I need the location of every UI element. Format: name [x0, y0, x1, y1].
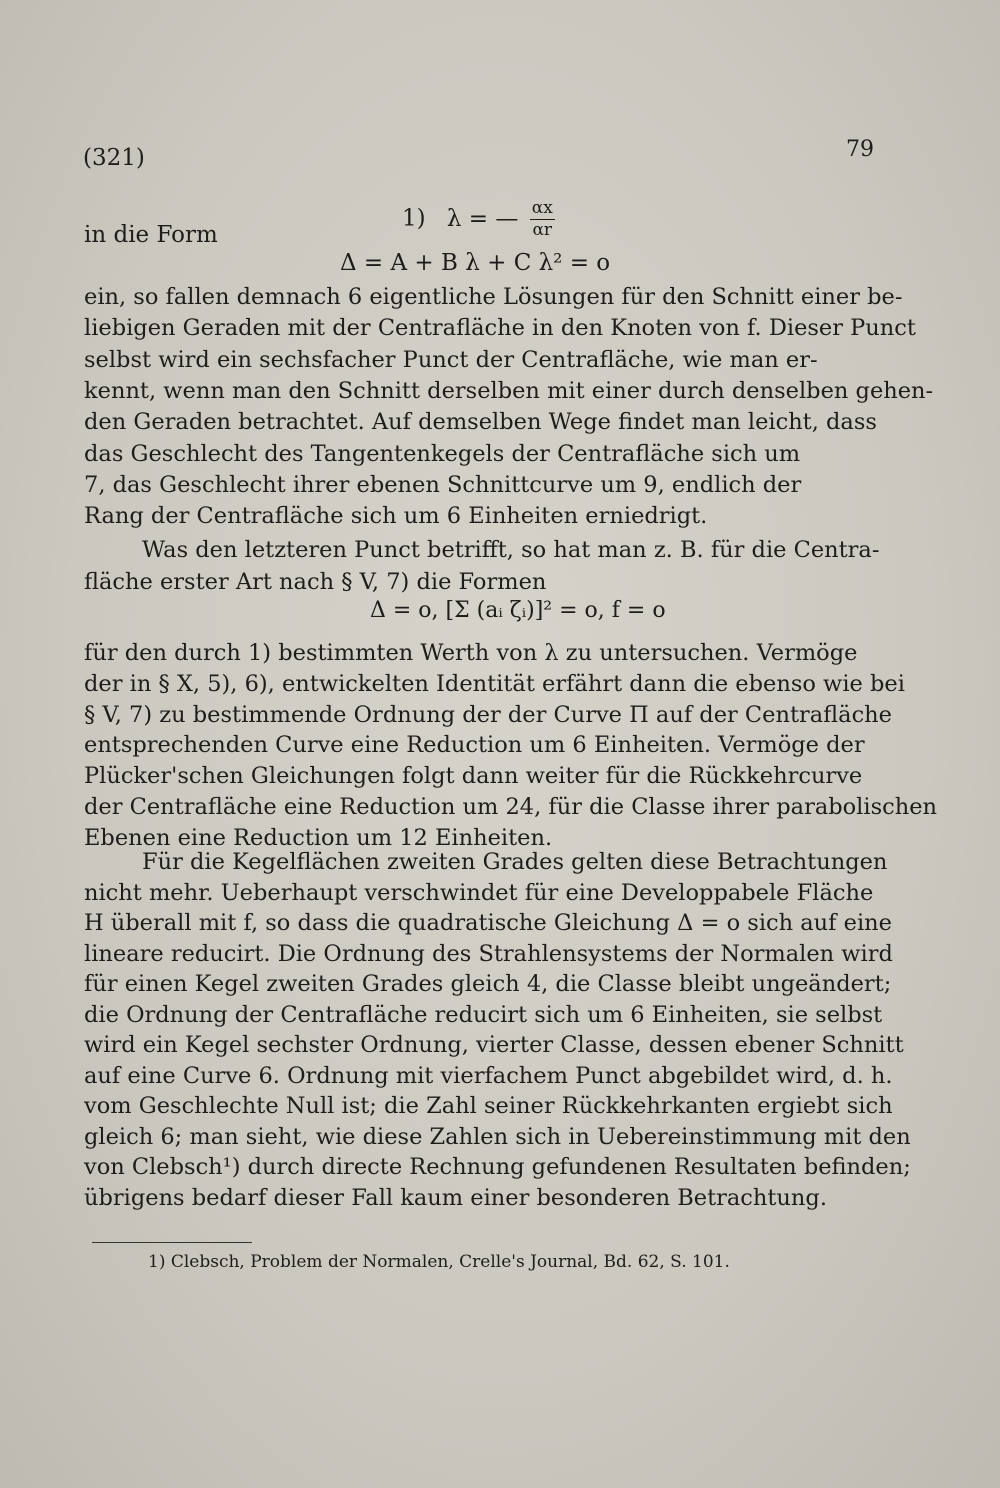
text-line: § V, 7) zu bestimmende Ordnung der der Curve Π auf der Centrafläche — [84, 701, 892, 728]
equation-lhs: λ = — — [446, 205, 519, 232]
text-line: auf eine Curve 6. Ordnung mit vierfachem Punct abgebildet wird, d. h. — [84, 1062, 893, 1089]
text-line: der Centrafläche eine Reduction um 24, für die Classe ihrer parabolischen — [84, 794, 938, 820]
text-line: vom Geschlechte Null ist; die Zahl seiner Rückkehrkanten ergiebt sich — [84, 1093, 893, 1119]
text-line: die Ordnung der Centrafläche reducirt sich um 6 Einheiten, sie selbst — [84, 1001, 883, 1028]
text-line: fläche erster Art nach § V, 7) die Formen — [84, 569, 547, 595]
text-line: von Clebsch¹) durch directe Rechnung gefundenen Resultaten befinden; — [84, 1154, 911, 1180]
text-line: lineare reducirt. Die Ordnung des Strahlensystems der Normalen wird — [84, 940, 893, 967]
text-line: 7, das Geschlecht ihrer ebenen Schnittcurve um 9, endlich der — [84, 471, 802, 498]
fraction — [530, 200, 555, 239]
text-line: Was den letzteren Punct betrifft, so hat man z. B. für die Centra- — [142, 537, 880, 563]
text-line: entsprechenden Curve eine Reduction um 6 Einheiten. Vermöge der — [84, 732, 865, 759]
fraction-denominator: αr — [532, 220, 553, 240]
text-line: nicht mehr. Ueberhaupt verschwindet für eine Developpabele Fläche — [84, 879, 874, 906]
text-line: kennt, wenn man den Schnitt derselben mit einer durch denselben gehen- — [84, 377, 934, 404]
equation-quadratic: Δ = A + B λ + C λ² = o — [340, 250, 611, 276]
text-line: Für die Kegelflächen zweiten Grades gelten diese Betrachtungen — [142, 849, 888, 875]
text-line: wird ein Kegel sechster Ordnung, vierter Classe, dessen ebener Schnitt — [84, 1032, 904, 1058]
equation-forms: Δ = o, [Σ (aᵢ ζᵢ)]² = o, f = o — [370, 598, 666, 623]
form-label: in die Form — [84, 222, 218, 248]
text-line: H überall mit f, so dass die quadratische Gleichung Δ = o sich auf eine — [84, 910, 892, 936]
footnote: 1) Clebsch, Problem der Normalen, Crelle's Journal, Bd. 62, S. 101. — [148, 1252, 730, 1272]
text-line: Plücker'schen Gleichungen folgt dann weiter für die Rückkehrcurve — [84, 763, 863, 790]
text-line: der in § X, 5), 6), entwickelten Identität erfährt dann die ebenso wie bei — [84, 670, 905, 697]
equation-lambda — [402, 200, 555, 239]
footnote-divider — [92, 1242, 252, 1243]
text-line: für einen Kegel zweiten Grades gleich 4, die Classe bleibt ungeändert; — [84, 971, 892, 997]
fraction-numerator: αx — [531, 198, 553, 218]
text-line: Ebenen eine Reduction um 12 Einheiten. — [84, 824, 553, 851]
equation-label: 1) — [402, 205, 426, 232]
page-reference: (321) — [83, 145, 145, 171]
page-number: 79 — [846, 137, 874, 162]
text-line: liebigen Geraden mit der Centrafläche in den Knoten von f. Dieser Punct — [84, 315, 916, 342]
text-line: übrigens bedarf dieser Fall kaum einer besonderen Betrachtung. — [84, 1184, 827, 1211]
text-line: Rang der Centrafläche sich um 6 Einheiten erniedrigt. — [84, 503, 708, 530]
text-line: das Geschlecht des Tangentenkegels der Centrafläche sich um — [84, 440, 801, 467]
text-line: gleich 6; man sieht, wie diese Zahlen sich in Uebereinstimmung mit den — [84, 1123, 911, 1150]
text-line: ein, so fallen demnach 6 eigentliche Lösungen für den Schnitt einer be- — [84, 284, 903, 310]
text-line: selbst wird ein sechsfacher Punct der Centrafläche, wie man er- — [84, 346, 818, 373]
text-line: den Geraden betrachtet. Auf demselben Wege findet man leicht, dass — [84, 409, 877, 436]
text-line: für den durch 1) bestimmten Werth von λ zu untersuchen. Vermöge — [84, 640, 858, 666]
